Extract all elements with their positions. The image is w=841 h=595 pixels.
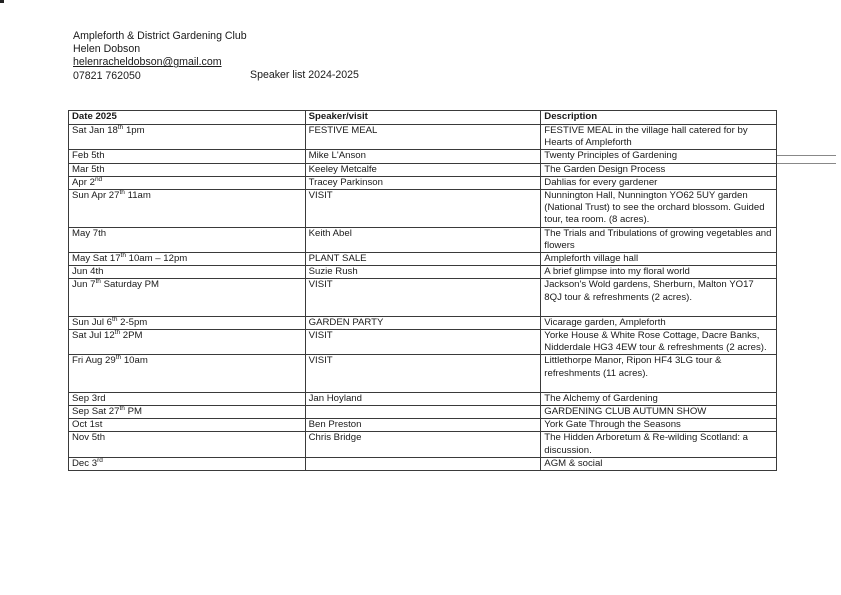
description-text: Yorke House & White Rose Cottage, Dacre Banks, Nidderdale HG3 4EW tour & refreshments (2 acres).	[544, 330, 767, 354]
row-speaker: Chris Bridge	[305, 432, 541, 457]
scan-line	[776, 163, 836, 164]
date-time: Saturday PM	[100, 279, 160, 291]
row-speaker: VISIT	[305, 330, 541, 355]
row-description	[541, 392, 777, 405]
date-time: 2PM	[120, 330, 143, 342]
row-description	[541, 150, 777, 163]
table-header-row	[69, 111, 777, 125]
row-date	[69, 227, 306, 252]
row-date	[69, 316, 306, 329]
table-row	[69, 457, 777, 470]
row-date	[69, 176, 306, 189]
row-speaker: PLANT SALE	[305, 253, 541, 266]
contact-email[interactable]: helenracheldobson@gmail.com	[73, 56, 222, 69]
date-text: Sep Sat 27	[72, 406, 120, 418]
table-row	[69, 316, 777, 329]
row-speaker: Ben Preston	[305, 419, 541, 432]
row-date	[69, 125, 306, 150]
row-description	[541, 355, 777, 392]
description-text: FESTIVE MEAL in the village hall catered for by Hearts of Ampleforth	[544, 125, 748, 149]
description-text: York Gate Through the Seasons	[544, 419, 681, 431]
date-text: Oct 1st	[72, 419, 103, 431]
row-date	[69, 150, 306, 163]
description-text: The Trials and Tribulations of growing vegetables and flowers	[544, 227, 772, 251]
row-speaker: Mike L'Anson	[305, 150, 541, 163]
date-time: 1pm	[123, 125, 145, 136]
date-text: Jun 4th	[72, 266, 104, 278]
description-text: Twenty Principles of Gardening	[544, 150, 678, 162]
description-text: Ampleforth village hall	[544, 253, 639, 265]
date-time: PM	[124, 406, 142, 418]
date-text: May 7th	[72, 227, 107, 239]
table-row	[69, 125, 777, 150]
letterhead	[73, 30, 247, 83]
table-row	[69, 355, 777, 392]
row-date	[69, 253, 306, 266]
description-text: A brief glimpse into my floral world	[544, 266, 690, 278]
row-speaker: FESTIVE MEAL	[305, 125, 541, 150]
table-row	[69, 419, 777, 432]
row-date	[69, 330, 306, 355]
row-date	[69, 457, 306, 470]
date-time: 10am – 12pm	[125, 253, 188, 265]
description-text: Littlethorpe Manor, Ripon HF4 3LG tour & refreshments (11 acres).	[544, 355, 722, 379]
date-ordinal: th	[115, 354, 122, 362]
row-date	[69, 355, 306, 392]
date-text: Apr 2	[72, 176, 95, 188]
date-ordinal: th	[114, 329, 121, 337]
date-text: Feb 5th	[72, 150, 105, 162]
row-description	[541, 190, 777, 228]
date-text: Jun 7	[72, 279, 96, 291]
table-row	[69, 253, 777, 266]
row-speaker	[305, 406, 541, 419]
description-text: Vicarage garden, Ampleforth	[544, 316, 666, 328]
table-row	[69, 392, 777, 405]
row-date	[69, 419, 306, 432]
table-row	[69, 279, 777, 316]
date-time: 10am	[121, 355, 148, 367]
column-header-description: Description	[541, 111, 777, 125]
table-row	[69, 330, 777, 355]
column-header-date: Date 2025	[69, 111, 306, 125]
date-text: Nov 5th	[72, 432, 106, 444]
description-text: GARDENING CLUB AUTUMN SHOW	[544, 406, 707, 418]
description-text: The Hidden Arboretum & Re-wilding Scotland: a discussion.	[544, 432, 749, 456]
row-speaker: Keith Abel	[305, 227, 541, 252]
description-text: The Garden Design Process	[544, 163, 666, 175]
row-date	[69, 190, 306, 228]
row-speaker: Jan Hoyland	[305, 392, 541, 405]
column-header-speaker: Speaker/visit	[305, 111, 541, 125]
row-description	[541, 176, 777, 189]
row-date	[69, 392, 306, 405]
contact-name: Helen Dobson	[73, 43, 141, 56]
row-date	[69, 163, 306, 176]
row-description	[541, 419, 777, 432]
description-text: Dahlias for every gardener	[544, 176, 658, 188]
row-date	[69, 279, 306, 316]
row-description	[541, 125, 777, 150]
document-subtitle: Speaker list 2024-2025	[250, 69, 359, 81]
date-time: 11am	[124, 190, 151, 202]
row-description	[541, 227, 777, 252]
table-row	[69, 190, 777, 228]
row-speaker: Keeley Metcalfe	[305, 163, 541, 176]
row-date	[69, 406, 306, 419]
row-speaker: Tracey Parkinson	[305, 176, 541, 189]
scan-line	[776, 155, 836, 156]
date-ordinal: th	[120, 252, 126, 260]
row-speaker: VISIT	[305, 355, 541, 392]
row-description	[541, 279, 777, 316]
table-row	[69, 176, 777, 189]
row-description	[541, 457, 777, 470]
row-speaker	[305, 457, 541, 470]
date-text: May Sat 17	[72, 253, 121, 265]
row-description	[541, 163, 777, 176]
date-text: Mar 5th	[72, 163, 105, 175]
blank-line	[544, 304, 773, 316]
speaker-schedule-table	[68, 110, 777, 471]
row-description	[541, 253, 777, 266]
row-description	[541, 432, 777, 457]
description-text: Nunnington Hall, Nunnington YO62 5UY garden (National Trust) to see the orchard blossom. Guided tour, tea room. (8 acres).	[544, 190, 765, 226]
scan-mark	[0, 0, 4, 3]
row-date	[69, 432, 306, 457]
row-speaker: VISIT	[305, 190, 541, 228]
date-ordinal: rd	[97, 456, 103, 464]
table-row	[69, 150, 777, 163]
date-text: Sun Apr 27	[72, 190, 120, 202]
date-time: 2-5pm	[117, 316, 148, 328]
row-description	[541, 406, 777, 419]
date-text: Sun Jul 6	[72, 316, 113, 328]
table-row	[69, 406, 777, 419]
blank-line	[544, 380, 773, 392]
row-description	[541, 330, 777, 355]
description-text: Jackson's Wold gardens, Sherburn, Malton YO17 8QJ tour & refreshments (2 acres).	[544, 279, 754, 303]
date-ordinal: th	[119, 405, 125, 413]
row-speaker: VISIT	[305, 279, 541, 316]
description-text: The Alchemy of Gardening	[544, 392, 658, 404]
description-text: AGM & social	[544, 457, 603, 469]
date-text: Sat Jan 18	[72, 125, 118, 136]
date-ordinal: th	[95, 278, 101, 286]
date-text: Sat Jul 12	[72, 330, 115, 342]
date-ordinal: nd	[94, 175, 103, 183]
contact-phone: 07821 762050	[73, 69, 141, 82]
table-row	[69, 266, 777, 279]
row-description	[541, 316, 777, 329]
date-text: Sep 3rd	[72, 392, 106, 404]
row-date	[69, 266, 306, 279]
table-row	[69, 432, 777, 457]
table-row	[69, 163, 777, 176]
row-description	[541, 266, 777, 279]
date-text: Fri Aug 29	[72, 355, 116, 367]
date-text: Dec 3	[72, 457, 98, 469]
date-ordinal: th	[117, 124, 124, 131]
date-ordinal: th	[119, 189, 125, 197]
row-speaker: GARDEN PARTY	[305, 316, 541, 329]
date-ordinal: th	[112, 315, 118, 323]
club-name: Ampleforth & District Gardening Club	[73, 30, 247, 42]
row-speaker: Suzie Rush	[305, 266, 541, 279]
table-row	[69, 227, 777, 252]
